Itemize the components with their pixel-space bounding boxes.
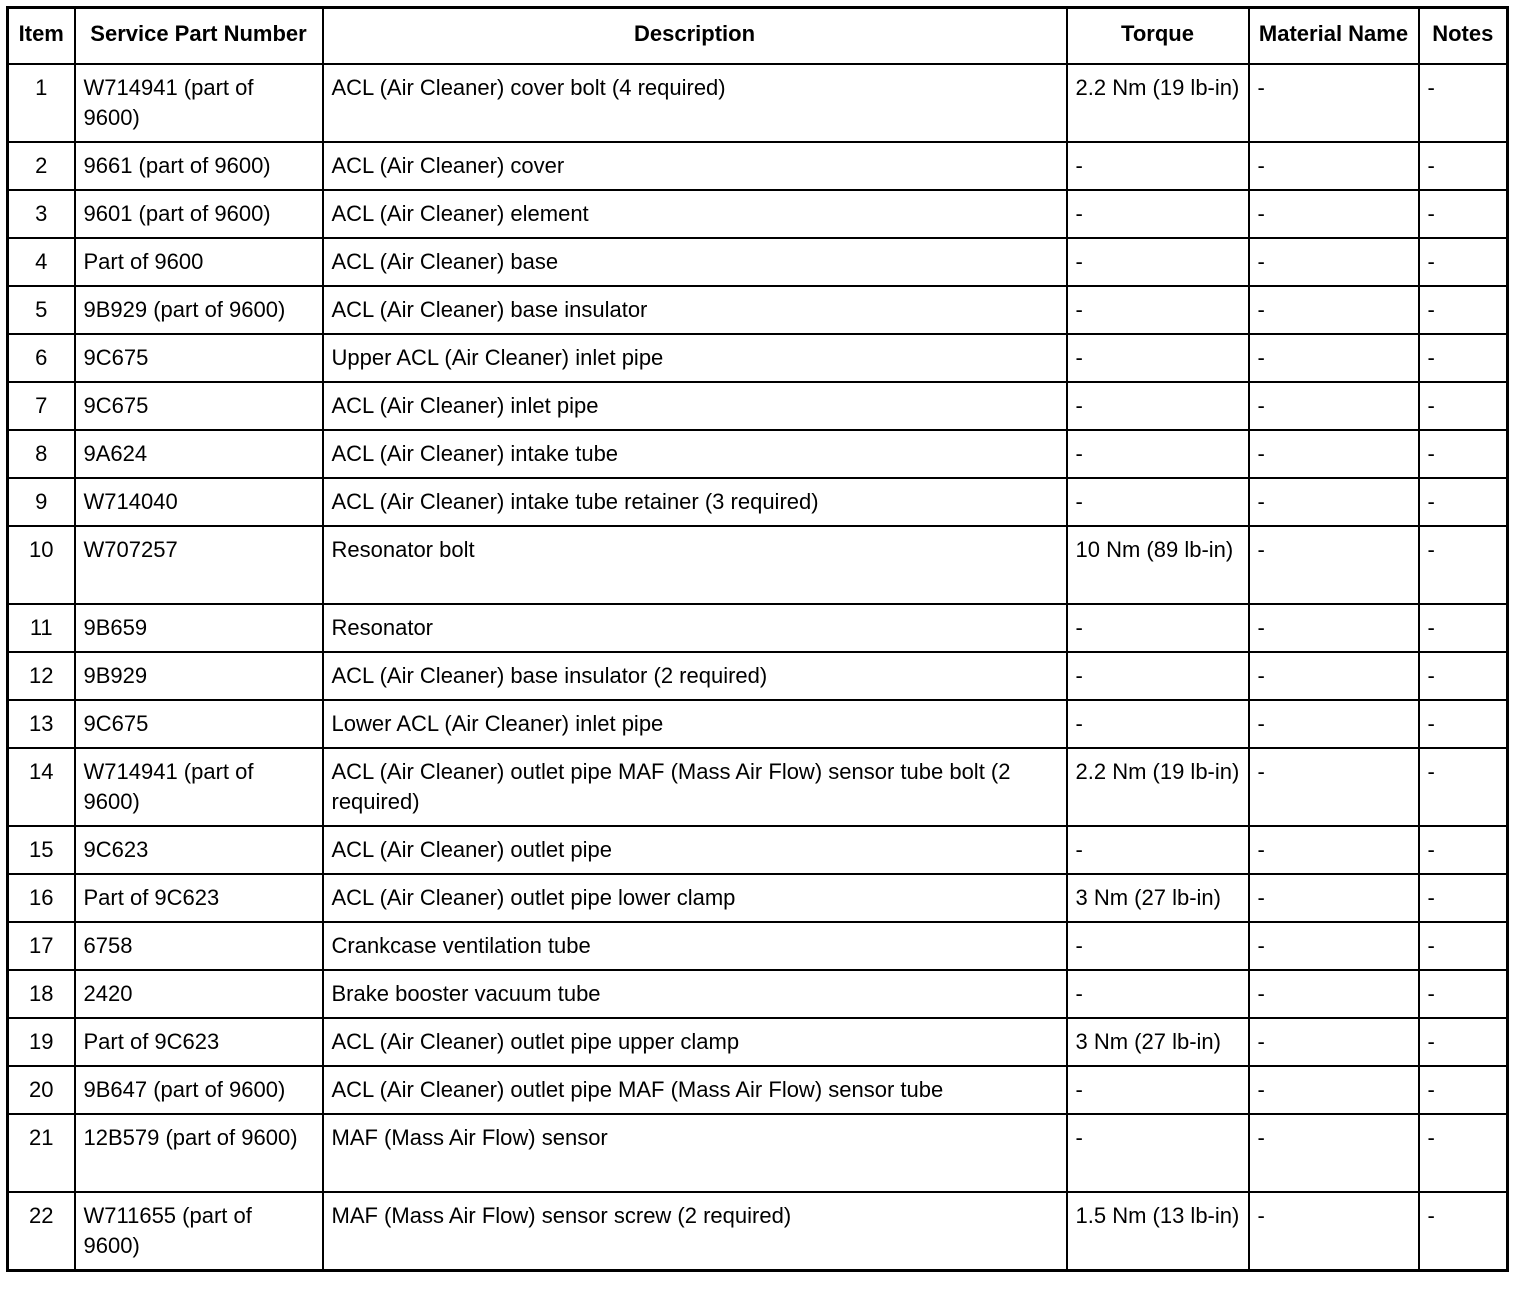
cell-part-number: W711655 (part of 9600) bbox=[75, 1192, 323, 1271]
cell-item: 18 bbox=[8, 970, 75, 1018]
header-row bbox=[8, 8, 1508, 64]
cell-torque: 3 Nm (27 lb-in) bbox=[1067, 1018, 1249, 1066]
cell-material: - bbox=[1249, 1192, 1419, 1271]
cell-material: - bbox=[1249, 1018, 1419, 1066]
cell-torque: - bbox=[1067, 142, 1249, 190]
cell-torque: - bbox=[1067, 190, 1249, 238]
table-row bbox=[8, 748, 1508, 826]
cell-item: 12 bbox=[8, 652, 75, 700]
cell-notes: - bbox=[1419, 1114, 1508, 1192]
cell-description: ACL (Air Cleaner) element bbox=[323, 190, 1067, 238]
header-material-name: Material Name bbox=[1249, 8, 1419, 64]
cell-material: - bbox=[1249, 1066, 1419, 1114]
parts-table-container bbox=[6, 6, 1509, 1272]
cell-item: 16 bbox=[8, 874, 75, 922]
cell-item: 11 bbox=[8, 604, 75, 652]
cell-material: - bbox=[1249, 700, 1419, 748]
cell-material: - bbox=[1249, 142, 1419, 190]
cell-material: - bbox=[1249, 64, 1419, 142]
cell-part-number: 9C675 bbox=[75, 334, 323, 382]
table-row bbox=[8, 1018, 1508, 1066]
cell-description: ACL (Air Cleaner) outlet pipe lower clamp bbox=[323, 874, 1067, 922]
cell-description: ACL (Air Cleaner) cover bolt (4 required) bbox=[323, 64, 1067, 142]
cell-material: - bbox=[1249, 652, 1419, 700]
cell-notes: - bbox=[1419, 1192, 1508, 1271]
cell-part-number: 9601 (part of 9600) bbox=[75, 190, 323, 238]
cell-description: Resonator bolt bbox=[323, 526, 1067, 604]
cell-description: ACL (Air Cleaner) base insulator bbox=[323, 286, 1067, 334]
cell-part-number: 2420 bbox=[75, 970, 323, 1018]
cell-part-number: 6758 bbox=[75, 922, 323, 970]
table-row bbox=[8, 430, 1508, 478]
cell-item: 19 bbox=[8, 1018, 75, 1066]
cell-part-number: W714941 (part of 9600) bbox=[75, 64, 323, 142]
table-row bbox=[8, 874, 1508, 922]
table-row bbox=[8, 1066, 1508, 1114]
cell-part-number: W714941 (part of 9600) bbox=[75, 748, 323, 826]
cell-description: ACL (Air Cleaner) base bbox=[323, 238, 1067, 286]
cell-description: Lower ACL (Air Cleaner) inlet pipe bbox=[323, 700, 1067, 748]
cell-description: Upper ACL (Air Cleaner) inlet pipe bbox=[323, 334, 1067, 382]
cell-notes: - bbox=[1419, 1066, 1508, 1114]
table-row bbox=[8, 286, 1508, 334]
cell-item: 13 bbox=[8, 700, 75, 748]
cell-torque: 3 Nm (27 lb-in) bbox=[1067, 874, 1249, 922]
table-row bbox=[8, 1192, 1508, 1271]
cell-description: ACL (Air Cleaner) cover bbox=[323, 142, 1067, 190]
cell-part-number: 9C675 bbox=[75, 700, 323, 748]
cell-notes: - bbox=[1419, 238, 1508, 286]
cell-notes: - bbox=[1419, 748, 1508, 826]
table-row bbox=[8, 190, 1508, 238]
cell-material: - bbox=[1249, 334, 1419, 382]
cell-notes: - bbox=[1419, 1018, 1508, 1066]
table-row bbox=[8, 238, 1508, 286]
cell-torque: 1.5 Nm (13 lb-in) bbox=[1067, 1192, 1249, 1271]
cell-notes: - bbox=[1419, 604, 1508, 652]
cell-item: 14 bbox=[8, 748, 75, 826]
cell-notes: - bbox=[1419, 64, 1508, 142]
cell-torque: - bbox=[1067, 652, 1249, 700]
cell-notes: - bbox=[1419, 286, 1508, 334]
cell-part-number: Part of 9C623 bbox=[75, 1018, 323, 1066]
cell-material: - bbox=[1249, 1114, 1419, 1192]
cell-material: - bbox=[1249, 874, 1419, 922]
cell-item: 3 bbox=[8, 190, 75, 238]
cell-description: ACL (Air Cleaner) outlet pipe bbox=[323, 826, 1067, 874]
cell-torque: - bbox=[1067, 334, 1249, 382]
header-notes: Notes bbox=[1419, 8, 1508, 64]
table-row bbox=[8, 700, 1508, 748]
cell-torque: - bbox=[1067, 970, 1249, 1018]
cell-item: 10 bbox=[8, 526, 75, 604]
cell-description: Brake booster vacuum tube bbox=[323, 970, 1067, 1018]
cell-part-number: 9C675 bbox=[75, 382, 323, 430]
cell-torque: - bbox=[1067, 826, 1249, 874]
cell-item: 9 bbox=[8, 478, 75, 526]
table-row bbox=[8, 604, 1508, 652]
table-row bbox=[8, 142, 1508, 190]
table-row bbox=[8, 922, 1508, 970]
cell-torque: - bbox=[1067, 1066, 1249, 1114]
cell-notes: - bbox=[1419, 874, 1508, 922]
cell-notes: - bbox=[1419, 190, 1508, 238]
cell-part-number: 12B579 (part of 9600) bbox=[75, 1114, 323, 1192]
cell-item: 4 bbox=[8, 238, 75, 286]
cell-notes: - bbox=[1419, 922, 1508, 970]
cell-notes: - bbox=[1419, 430, 1508, 478]
cell-item: 6 bbox=[8, 334, 75, 382]
cell-description: MAF (Mass Air Flow) sensor screw (2 required) bbox=[323, 1192, 1067, 1271]
cell-description: ACL (Air Cleaner) inlet pipe bbox=[323, 382, 1067, 430]
cell-item: 15 bbox=[8, 826, 75, 874]
header-service-part-number: Service Part Number bbox=[75, 8, 323, 64]
cell-part-number: Part of 9600 bbox=[75, 238, 323, 286]
cell-torque: - bbox=[1067, 922, 1249, 970]
cell-material: - bbox=[1249, 526, 1419, 604]
cell-material: - bbox=[1249, 190, 1419, 238]
cell-part-number: W714040 bbox=[75, 478, 323, 526]
cell-part-number: 9B659 bbox=[75, 604, 323, 652]
parts-table bbox=[6, 6, 1509, 1272]
cell-torque: - bbox=[1067, 700, 1249, 748]
cell-item: 2 bbox=[8, 142, 75, 190]
cell-item: 17 bbox=[8, 922, 75, 970]
cell-torque: - bbox=[1067, 286, 1249, 334]
cell-torque: - bbox=[1067, 604, 1249, 652]
cell-material: - bbox=[1249, 382, 1419, 430]
cell-torque: - bbox=[1067, 430, 1249, 478]
cell-material: - bbox=[1249, 748, 1419, 826]
table-row bbox=[8, 826, 1508, 874]
cell-material: - bbox=[1249, 826, 1419, 874]
cell-material: - bbox=[1249, 430, 1419, 478]
cell-part-number: 9A624 bbox=[75, 430, 323, 478]
cell-notes: - bbox=[1419, 652, 1508, 700]
cell-notes: - bbox=[1419, 142, 1508, 190]
cell-material: - bbox=[1249, 478, 1419, 526]
cell-item: 22 bbox=[8, 1192, 75, 1271]
cell-description: ACL (Air Cleaner) outlet pipe MAF (Mass Air Flow) sensor tube bolt (2 required) bbox=[323, 748, 1067, 826]
table-row bbox=[8, 334, 1508, 382]
cell-description: ACL (Air Cleaner) intake tube retainer (3 required) bbox=[323, 478, 1067, 526]
cell-notes: - bbox=[1419, 526, 1508, 604]
cell-torque: - bbox=[1067, 1114, 1249, 1192]
cell-torque: - bbox=[1067, 238, 1249, 286]
cell-part-number: 9661 (part of 9600) bbox=[75, 142, 323, 190]
cell-notes: - bbox=[1419, 700, 1508, 748]
cell-description: ACL (Air Cleaner) outlet pipe upper clamp bbox=[323, 1018, 1067, 1066]
cell-item: 1 bbox=[8, 64, 75, 142]
cell-torque: - bbox=[1067, 478, 1249, 526]
cell-torque: - bbox=[1067, 382, 1249, 430]
table-row bbox=[8, 64, 1508, 142]
cell-part-number: 9B929 bbox=[75, 652, 323, 700]
cell-part-number: 9B647 (part of 9600) bbox=[75, 1066, 323, 1114]
cell-part-number: W707257 bbox=[75, 526, 323, 604]
table-row bbox=[8, 382, 1508, 430]
cell-item: 7 bbox=[8, 382, 75, 430]
cell-torque: 10 Nm (89 lb-in) bbox=[1067, 526, 1249, 604]
cell-description: ACL (Air Cleaner) base insulator (2 required) bbox=[323, 652, 1067, 700]
cell-description: Crankcase ventilation tube bbox=[323, 922, 1067, 970]
cell-notes: - bbox=[1419, 826, 1508, 874]
cell-material: - bbox=[1249, 286, 1419, 334]
table-row bbox=[8, 1114, 1508, 1192]
cell-part-number: Part of 9C623 bbox=[75, 874, 323, 922]
cell-description: MAF (Mass Air Flow) sensor bbox=[323, 1114, 1067, 1192]
cell-part-number: 9B929 (part of 9600) bbox=[75, 286, 323, 334]
cell-torque: 2.2 Nm (19 lb-in) bbox=[1067, 64, 1249, 142]
table-row bbox=[8, 478, 1508, 526]
cell-material: - bbox=[1249, 604, 1419, 652]
cell-part-number: 9C623 bbox=[75, 826, 323, 874]
cell-material: - bbox=[1249, 922, 1419, 970]
cell-material: - bbox=[1249, 238, 1419, 286]
cell-notes: - bbox=[1419, 382, 1508, 430]
table-row bbox=[8, 526, 1508, 604]
cell-notes: - bbox=[1419, 970, 1508, 1018]
table-row bbox=[8, 652, 1508, 700]
cell-item: 21 bbox=[8, 1114, 75, 1192]
cell-item: 20 bbox=[8, 1066, 75, 1114]
cell-description: Resonator bbox=[323, 604, 1067, 652]
cell-item: 5 bbox=[8, 286, 75, 334]
cell-torque: 2.2 Nm (19 lb-in) bbox=[1067, 748, 1249, 826]
header-item: Item bbox=[8, 8, 75, 64]
cell-material: - bbox=[1249, 970, 1419, 1018]
table-row bbox=[8, 970, 1508, 1018]
cell-description: ACL (Air Cleaner) outlet pipe MAF (Mass Air Flow) sensor tube bbox=[323, 1066, 1067, 1114]
header-description: Description bbox=[323, 8, 1067, 64]
cell-notes: - bbox=[1419, 478, 1508, 526]
header-torque: Torque bbox=[1067, 8, 1249, 64]
cell-item: 8 bbox=[8, 430, 75, 478]
cell-description: ACL (Air Cleaner) intake tube bbox=[323, 430, 1067, 478]
cell-notes: - bbox=[1419, 334, 1508, 382]
